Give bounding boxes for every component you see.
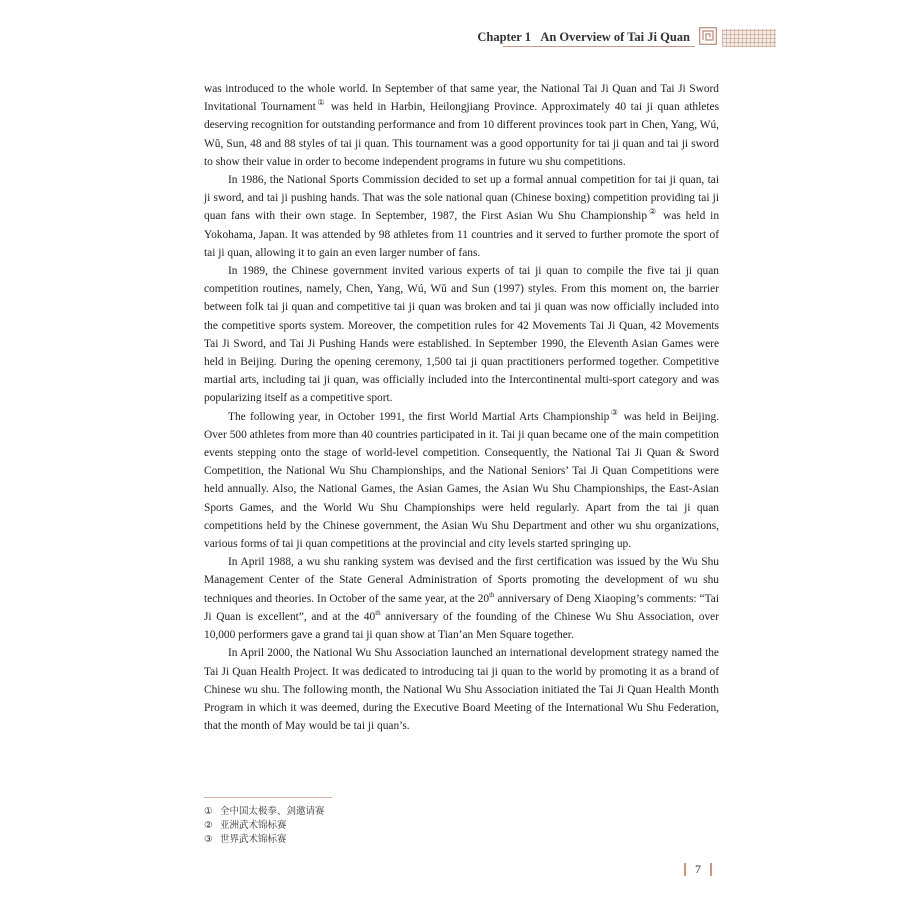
paragraph-1: was introduced to the whole world. In September of that same year, the National Tai Ji Quan and Tai Ji Sword Invitational Tournament① was held in Harbin, Heilongjiang Province. Approximately 40 tai ji quan athletes deserving recognition for outstanding performance and from 10 different provinces took part in Chen, Yang, Wú, Wŭ, Sun, 48 and 88 styles of tai ji quan. This tournament was a good opportunity for tai ji quan and tai ji sword to show their value in order to become independent programs in future wu shu competitions. <box>204 83 719 168</box>
ordinal-suffix: th <box>489 590 495 599</box>
page-number-value: 7 <box>695 862 701 876</box>
footnote-ref-3[interactable]: ③ <box>609 407 620 417</box>
running-header-title <box>477 30 690 45</box>
meander-square-icon <box>699 27 717 45</box>
footnote-1: ① 全中国太极拳、剑邀请赛 <box>204 806 325 817</box>
paragraph-6: In April 2000, the National Wu Shu Association launched an international development strategy named the Tai Ji Quan Health Project. It was dedicated to introducing tai ji quan to the world by promoting it as a brand of Chinese wu shu. The following month, the National Wu Shu Association initiated the Tai Ji Quan Health Month Program in which it was deemed, during the Executive Board Meeting of the International Wu Shu Federation, that the month of May would be tai ji quan’s. <box>204 647 719 733</box>
body-text <box>204 80 719 735</box>
footnotes <box>204 805 325 847</box>
footnote-ref-1[interactable]: ① <box>315 98 327 108</box>
paragraph-3: In 1989, the Chinese government invited various experts of tai ji quan to compile the five tai ji quan competition routines, namely, Chen, Yang, Wú, Wŭ and Sun (1997) styles. From this moment on, the barrier between folk tai ji quan and competitive tai ji quan was broken and tai ji quan was now officially included into the competitive sports system. Moreover, the competition rules for 42 Movements Tai Ji Quan, 42 Movements Tai Ji Sword, and Tai Ji Pushing Hands were established. In September 1990, the Eleventh Asian Games were held in Beijing. During the opening ceremony, 1,500 tai ji quan practitioners performed together. Competitive martial arts, including tai ji quan, was officially included into the Intercontinental multi-sport category and was popularizing itself as a competitive sport. <box>204 265 719 405</box>
running-header <box>0 0 900 60</box>
chapter-label: Chapter 1 <box>477 30 531 44</box>
page-number-left-bar <box>684 863 686 876</box>
page-number <box>684 862 712 877</box>
footnote-rule <box>204 797 332 798</box>
page-number-right-bar <box>710 863 712 876</box>
chapter-title: An Overview of Tai Ji Quan <box>540 30 690 44</box>
paragraph-2: In 1986, the National Sports Commission decided to set up a formal annual competition for tai ji quan, tai ji sword, and tai ji pushing hands. That was the sole national quan (Chinese boxing) competition providing tai ji quan fans with their own stage. In September, 1987, the First Asian Wu Shu Championship② was held in Yokohama, Japan. It was attended by 98 athletes from 11 countries and it served to further promote the sport of tai ji quan, allowing it to gain an even larger number of fans. <box>204 174 720 259</box>
header-rule <box>503 46 695 47</box>
ordinal-suffix: th <box>375 608 381 617</box>
footnote-2: ② 亚洲武术锦标赛 <box>204 820 287 831</box>
footnote-3: ③ 世界武术锦标赛 <box>204 834 287 845</box>
footnote-ref-2[interactable]: ② <box>647 207 659 217</box>
paragraph-5: In April 1988, a wu shu ranking system was devised and the first certification was issued by the Wu Shu Management Center of the State General Administration of Sports promoting the development of wu shu techniques and theories. In October of the same year, at the 20th anniversary of Deng Xiaoping’s comments: “Tai Ji Quan is excellent”, and at the 40th anniversary of the founding of the Chinese Wu Shu Association, over 10,000 performers gave a grand tai ji quan show at Tian’an Men Square together. <box>204 556 719 642</box>
paragraph-4: The following year, in October 1991, the first World Martial Arts Championship③ was held in Beijing. Over 500 athletes from more than 40 countries participated in it. Tai ji quan became one of the main competition events stepping onto the stage of world-level competition. Consequently, the National Tai Ji Quan & Sword Competition, the National Wu Shu Championships, and the National Seniors’ Tai Ji Quan Competitions were held annually. Also, the National Games, the Asian Games, the Asian Wu Shu Championships, the East-Asian Sports Games, and the World Wu Shu Championships were held regularly. Apart from the tai ji quan competitions held by the Chinese government, the Asian Wu Shu Department and other wu shu organizations, various forms of tai ji quan competitions at the provincial and city levels started springing up. <box>204 407 720 551</box>
header-lattice-ornament <box>722 29 776 47</box>
